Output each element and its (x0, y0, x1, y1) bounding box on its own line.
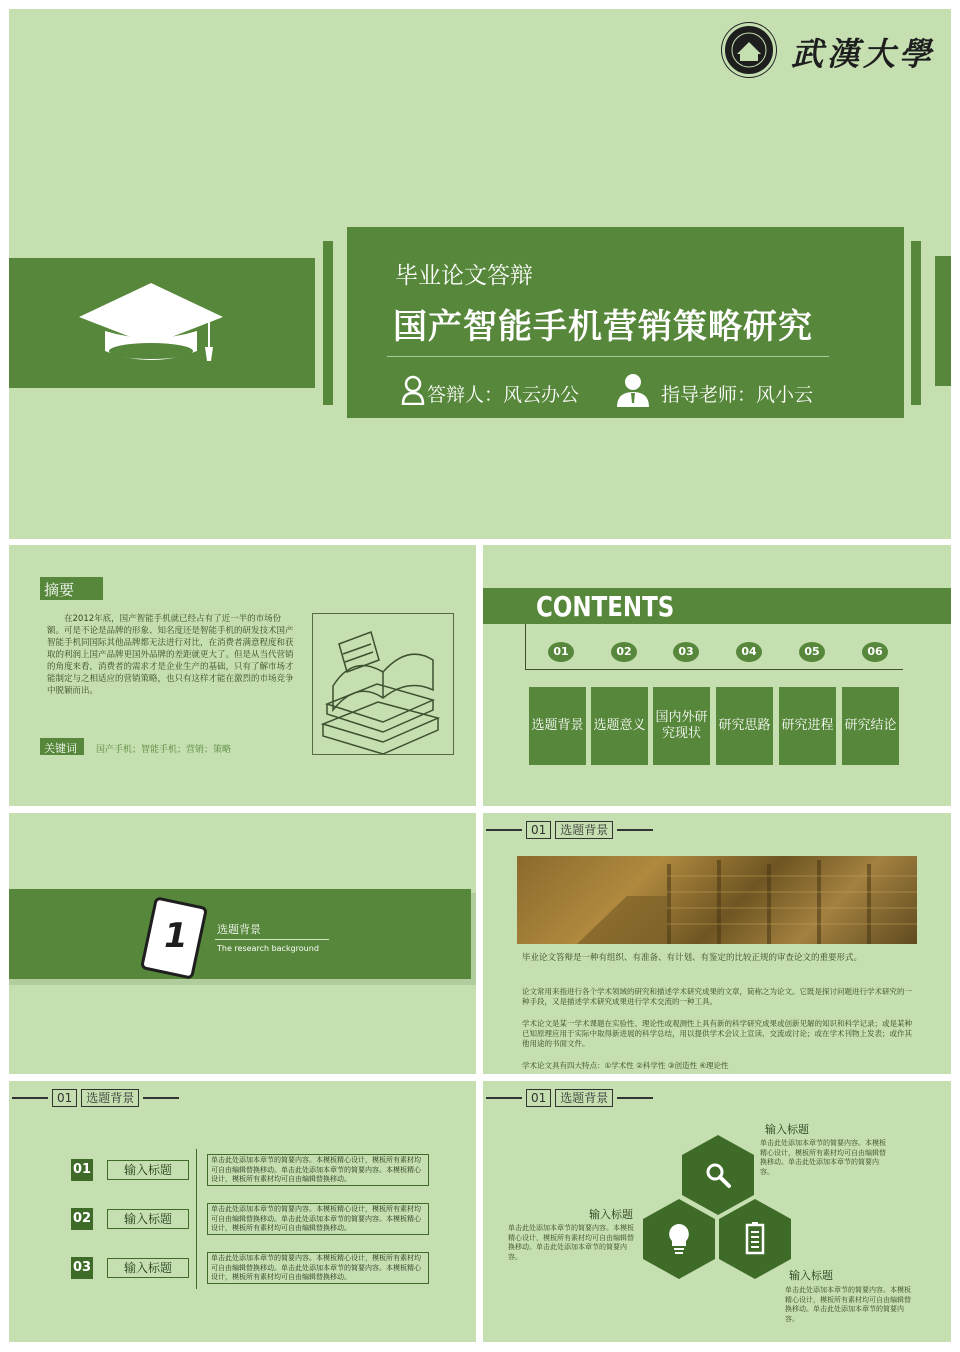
contents-item-02[interactable]: 选题意义 (591, 687, 648, 765)
university-name-logo: 武漢大學 (791, 35, 936, 73)
header-line-left (486, 829, 522, 831)
list-item-title-01[interactable]: 输入标题 (107, 1160, 189, 1180)
list-item-num-01: 01 (71, 1159, 93, 1181)
list-item-num-02: 02 (71, 1208, 93, 1230)
books-illustration (312, 613, 454, 755)
hex-block-desc-2: 单击此处添加本章节的简要内容。本模板精心设计，模板所有素材均可自由编辑替换移动。单击此处添加本章节的简要内容。 (508, 1224, 634, 1261)
person-icon (401, 375, 425, 405)
library-photo (517, 856, 917, 944)
contents-node-03[interactable]: 03 (673, 642, 699, 662)
section-number: 1 (164, 916, 188, 956)
hex-block-title-2: 输入标题 (589, 1208, 633, 1221)
hex-block-title-3: 输入标题 (789, 1269, 833, 1282)
contents-node-06[interactable]: 06 (862, 642, 888, 662)
header-label: 选题背景 (81, 1089, 139, 1107)
list-slide (9, 1081, 476, 1342)
background-para-2: 论文常用来指进行各个学术领域的研究和描述学术研究成果的文章，简称之为论文。它既是探讨问题进行学术研究的一种手段，又是描述学术研究成果进行学术交流的一种工具。 (522, 987, 912, 1006)
university-seal-icon (722, 23, 776, 77)
battery-icon (745, 1221, 765, 1255)
list-item-title-02[interactable]: 输入标题 (107, 1209, 189, 1229)
kicker: 毕业论文答辩 (395, 263, 533, 289)
contents-node-04[interactable]: 04 (736, 642, 762, 662)
header-line-left (12, 1097, 48, 1099)
hex-section-header (486, 1089, 653, 1107)
background-para-3: 学术论文是某一学术课题在实验性、理论性或观测性上具有新的科学研究成果或创新见解的知识和科学记录；或是某种已知原理应用于实际中取得新进展的科学总结，用以提供学术会议上宣读、交流或讨论；或在学术刊物上发表；或作其他用途的书面文件。 (522, 1019, 912, 1048)
header-line-right (617, 1097, 653, 1099)
title-panel (347, 227, 904, 418)
title-divider (387, 356, 829, 357)
header-line-right (143, 1097, 179, 1099)
contents-item-03[interactable]: 国内外研究现状 (653, 687, 710, 765)
list-item-desc-02: 单击此处添加本章节的简要内容。本模板精心设计，模板所有素材均可自由编辑替换移动。单击此处添加本章节的简要内容。本模板精心设计，模板所有素材均可自由编辑替换移动。 (207, 1203, 429, 1235)
search-icon (704, 1161, 732, 1189)
list-item-title-03[interactable]: 输入标题 (107, 1258, 189, 1278)
abstract-body: 在2012年底，国产智能手机就已经占有了近一半的市场份额。可是不论是品牌的形象、知名度还是智能手机的研发技术国产智能手机同国际其他品牌都无法进行对比，在消费者满意程度和获取的利润上国产品牌更国外品牌的差距就更大了。但是从当代营销的角度来看，消费者的需求才是企业生产的基础，只有了解市场才能制定与之相适应的营销策略，也只有这样才能在激烈的市场竞争中脱颖而出。 (47, 614, 294, 696)
defender: 答辩人：风云办公 (427, 384, 580, 406)
background-para-4: 学术论文具有四大特点：①学术性 ②科学性 ③创造性 ④理论性 (522, 1061, 729, 1070)
section-title: 选题背景 (217, 923, 261, 936)
list-divider-vertical (196, 1149, 197, 1289)
contents-node-05[interactable]: 05 (799, 642, 825, 662)
section-divider-slide (9, 813, 476, 1074)
header-label: 选题背景 (555, 821, 613, 839)
contents-item-01[interactable]: 选题背景 (529, 687, 586, 765)
abstract-slide (9, 545, 476, 806)
contents-node-02[interactable]: 02 (611, 642, 637, 662)
abstract-heading: 摘要 (44, 581, 75, 599)
section-underline (215, 939, 329, 940)
header-label: 选题背景 (555, 1089, 613, 1107)
main-title: 国产智能手机营销策略研究 (393, 307, 813, 347)
background-section-header (486, 821, 653, 839)
contents-vline (525, 624, 526, 669)
left-band-stripe (323, 241, 333, 405)
section-subtitle: The research background (217, 944, 319, 953)
contents-slide (483, 545, 951, 806)
header-line-right (617, 829, 653, 831)
header-num: 01 (526, 1089, 551, 1107)
list-item-num-03: 03 (71, 1257, 93, 1279)
background-para-1: 毕业论文答辩是一种有组织、有准备、有计划、有鉴定的比较正规的审查论文的重要形式。 (522, 953, 863, 963)
lightbulb-icon (666, 1222, 692, 1256)
advisor-icon (615, 373, 651, 407)
hex-block-desc-1: 单击此处添加本章节的简要内容。本模板精心设计，模板所有素材均可自由编辑替换移动。单击此处添加本章节的简要内容。 (760, 1139, 886, 1176)
advisor: 指导老师：风小云 (661, 384, 814, 406)
list-section-header (12, 1089, 179, 1107)
contents-item-05[interactable]: 研究进程 (779, 687, 836, 765)
list-item-desc-03: 单击此处添加本章节的简要内容。本模板精心设计，模板所有素材均可自由编辑替换移动。单击此处添加本章节的简要内容。本模板精心设计，模板所有素材均可自由编辑替换移动。 (207, 1252, 429, 1284)
contents-timeline (525, 669, 903, 670)
header-num: 01 (526, 821, 551, 839)
right-band (935, 256, 951, 386)
contents-node-01[interactable]: 01 (548, 642, 574, 662)
hex-block-title-1: 输入标题 (765, 1123, 809, 1136)
list-item-desc-01: 单击此处添加本章节的简要内容。本模板精心设计，模板所有素材均可自由编辑替换移动。单击此处添加本章节的简要内容。本模板精心设计，模板所有素材均可自由编辑替换移动。 (207, 1154, 429, 1186)
contents-item-04[interactable]: 研究思路 (716, 687, 773, 765)
keywords: 国产手机；智能手机；营销；策略 (96, 745, 232, 755)
contents-heading: CONTENTS (536, 590, 675, 623)
header-line-left (486, 1097, 522, 1099)
right-band-stripe (911, 241, 921, 405)
header-num: 01 (52, 1089, 77, 1107)
keywords-label: 关键词 (44, 742, 77, 755)
contents-item-06[interactable]: 研究结论 (842, 687, 899, 765)
hex-slide (483, 1081, 951, 1342)
cover-slide (9, 9, 951, 539)
background-slide (483, 813, 951, 1074)
hex-block-desc-3: 单击此处添加本章节的简要内容。本模板精心设计，模板所有素材均可自由编辑替换移动。单击此处添加本章节的简要内容。 (785, 1286, 911, 1323)
graduation-cap-icon (71, 281, 231, 365)
